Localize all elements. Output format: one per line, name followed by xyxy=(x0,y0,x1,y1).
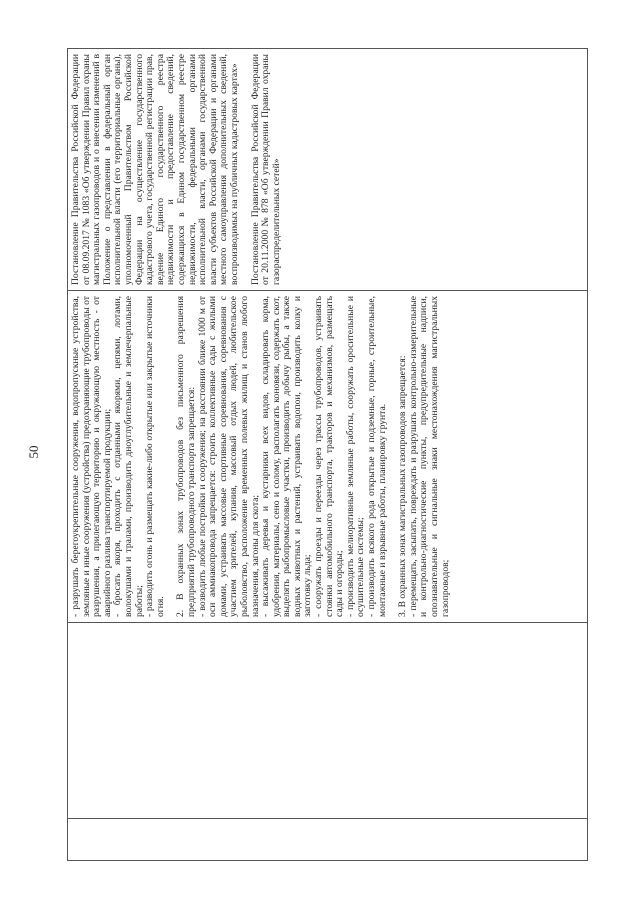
restrictions-cell xyxy=(67,290,588,622)
restriction-item: - сооружать проезды и переезды через трассы трубопроводов, устраивать стоянки автомобильного транспорта, тракторов и механизмов, размещать сады и огороды; xyxy=(313,296,346,617)
document-table xyxy=(67,48,588,861)
restriction-item: - возводить любые постройки и сооружения; на расстоянии ближе 1000 м от оси аммиакопровода запрещается: строить коллективные сады с жилыми домами, устраивать массовые спортивные соревнования, соревнования с участием зрителей, купания, массовый отдых людей, любительское рыболовство, расположение временных полевых жилищ и станов любого назначения, загоны для скота; xyxy=(196,296,261,617)
legal-decree: Постановление Правительства Российской Федерации от 08.09.2017 № 1083 «Об утверждении Правил охраны магистральных газопроводов и о внесении изменений в Положение о представлении в федеральный орган исполнительной власти (его территориальные органы), уполномоченный Правительством Российской Федерации на осуществление государственного кадастрового учета, государственной регистрации прав, ведение Единого государственного реестра недвижимости и предоставление сведений, содержащихся в Едином государственном реестре недвижимости, федеральными органами исполнительной власти, органами государственной власти субъектов Российской Федерации и органами местного самоуправления дополнительных сведений, воспроизводимых на публичных кадастровых картах» xyxy=(70,54,240,285)
restriction-item: - бросать якоря, проходить с отданными якорями, цепями, лотами, волокушами и тралами, производить дноуглубительные и землечерпальные работы; xyxy=(112,296,145,617)
legal-decree: Постановление Правительства Российской Федерации от 20.11.2000 № 878 «Об утверждении Правил охраны газораспределительных сетей» xyxy=(249,54,282,285)
table-row xyxy=(67,622,588,818)
table-row xyxy=(67,48,588,290)
table-row xyxy=(67,290,588,622)
restriction-item: - разводить огонь и размещать какие-либо открытые или закрытые источники огня. xyxy=(144,296,166,617)
table-row xyxy=(67,818,588,861)
table-cell-empty xyxy=(67,818,588,861)
page-number: 50 xyxy=(26,445,41,459)
restriction-item: - высаживать деревья и кустарники всех видов, складировать корма, удобрения, материалы, сено и солому, располагать коновязи, содержать скот, выделять рыбопромысловые участки, производить добычу рыбы, а также водных животных и растений, устраивать водопои, производить колку и заготовку льда; xyxy=(260,296,314,617)
restriction-item: - производить мелиоративные земляные работы, сооружать оросительные и осушительные системы; xyxy=(344,296,367,617)
section-heading: 2. В охранных зонах трубопроводов без письменного разрешения предприятий трубопроводного транспорта запрещается: xyxy=(175,296,197,617)
restriction-item: - перемещать, засыпать, повреждать и разрушать контрольно-измерительные и контрольно-диагностические пункты, предупредительные надписи, опознавательные и сигнальные знаки местонахождения магистральных газопроводов; xyxy=(407,296,451,617)
restriction-item: - разрушать берегоукрепительные сооружения, водопропускные устройства, земляные и иные сооружения (устройства) предохраняющие трубопроводы от разрушения, а прилегающую территорию и окружающую местность - от аварийного разлива транспортируемой продукции; xyxy=(70,296,113,617)
legal-basis-cell xyxy=(67,48,588,290)
table-cell-empty xyxy=(67,622,588,818)
restriction-item: - производить всякого рода открытые и подземные, горные, строительные, монтажные и взрывные работы, планировку грунта. xyxy=(366,296,388,617)
section-heading: 3. В охранных зонах магистральных газопроводов запрещается: xyxy=(397,355,409,617)
rotated-table-wrapper xyxy=(67,48,588,861)
